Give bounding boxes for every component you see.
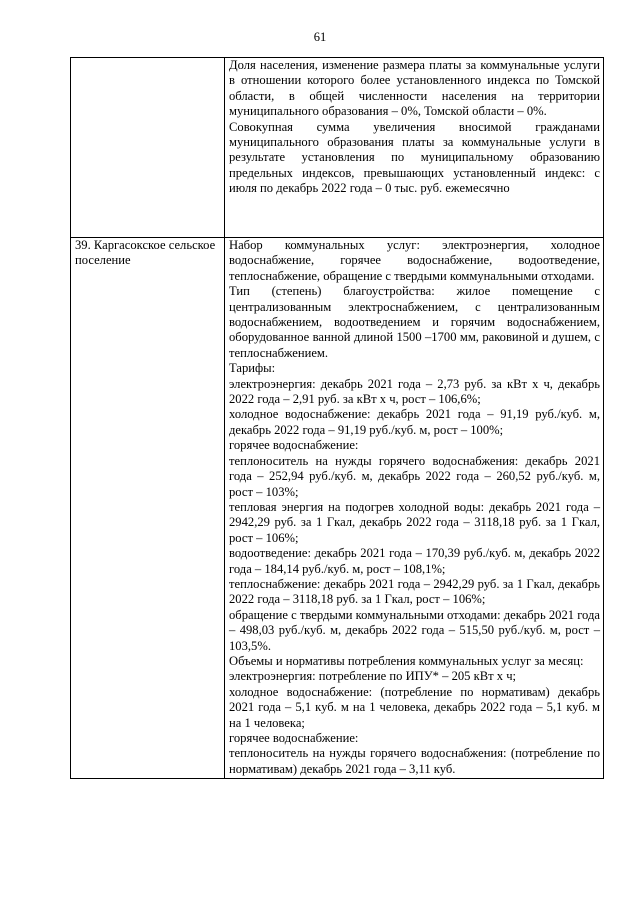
paragraph: горячее водоснабжение: <box>229 438 359 453</box>
paragraph: горячее водоснабжение: <box>229 731 359 745</box>
tariff-table <box>70 57 604 779</box>
municipality-cell: 39. Каргасокское сельское поселение <box>71 238 225 779</box>
paragraph: тепловая энергия на подогрев холодной воды: декабрь 2021 года – 2942,29 руб. за 1 Гкал, декабрь 2022 года – 3118,18 руб. за 1 Гкал, рост – 106%; <box>229 499 600 545</box>
paragraph: электроэнергия: потребление по ИПУ* – 205 кВт х ч; <box>229 669 517 684</box>
paragraph: Объемы и нормативы потребления коммунальных услуг за месяц: <box>229 653 584 668</box>
paragraph: теплоснабжение: декабрь 2021 года – 2942,29 руб. за 1 Гкал, декабрь 2022 года – 3118,18 руб. за 1 Гкал, рост – 106%; <box>229 576 600 607</box>
details-cell <box>225 58 604 238</box>
paragraph: Совокупная сумма увеличения вносимой гражданами муниципального образования платы за коммунальные услуги в результате установления по муниципальному образованию предельных индексов, превышающих установленный индекс: с июля по декабрь 2022 года – 0 тыс. руб. ежемесячно <box>229 119 600 196</box>
paragraph: обращение с твердыми коммунальными отходами: декабрь 2021 года – 498,03 руб./куб. м, декабрь 2022 года – 515,50 руб./куб. м, рост – 103,5%. <box>229 607 600 653</box>
paragraph: холодное водоснабжение: декабрь 2021 года – 91,19 руб./куб. м, декабрь 2022 года – 91,19 руб./куб. м, рост – 100%; <box>229 407 600 437</box>
paragraph: Тарифы: <box>229 361 276 376</box>
table-row <box>71 58 604 238</box>
paragraph: водоотведение: декабрь 2021 года – 170,39 руб./куб. м, декабрь 2022 года – 184,14 руб./куб. м, рост – 108,1%; <box>229 546 600 576</box>
page-number: 61 <box>313 30 327 44</box>
paragraph: Тип (степень) благоустройства: жилое помещение с централизованным электроснабжением, с централизованным водоснабжением, водоотведением и горячим водоснабжением, оборудованное ванной длиной 1500 –1700 мм, раковиной и душем, с теплоснабжением. <box>229 284 600 360</box>
paragraph: холодное водоснабжение: (потребление по нормативам) декабрь 2021 года – 5,1 куб. м на 1 человека, декабрь 2022 года – 5,1 куб. м на 1 человека; <box>229 684 600 730</box>
paragraph: теплоноситель на нужды горячего водоснабжения: декабрь 2021 года – 252,94 руб./куб. м, декабрь 2022 года – 260,52 руб./куб. м, рост – 103%; <box>229 453 600 499</box>
table-row <box>71 238 604 779</box>
paragraph: теплоноситель на нужды горячего водоснабжения: (потребление по нормативам) декабрь 2021 года – 3,11 куб. <box>229 746 600 776</box>
paragraph: Набор коммунальных услуг: электроэнергия, холодное водоснабжение, горячее водоснабжение, водоотведение, теплоснабжение, обращение с твердыми коммунальными отходами. <box>229 238 600 283</box>
municipality-cell <box>71 58 225 238</box>
details-cell <box>225 238 604 779</box>
paragraph: электроэнергия: декабрь 2021 года – 2,73 руб. за кВт х ч, декабрь 2022 года – 2,91 руб. за кВт х ч, рост – 106,6%; <box>229 376 600 407</box>
paragraph: Доля населения, изменение размера платы за коммунальные услуги в отношении которого более установленного индекса по Томской области, в общей численности населения на территории муниципального образования – 0%, Томской области – 0%. <box>229 58 600 119</box>
